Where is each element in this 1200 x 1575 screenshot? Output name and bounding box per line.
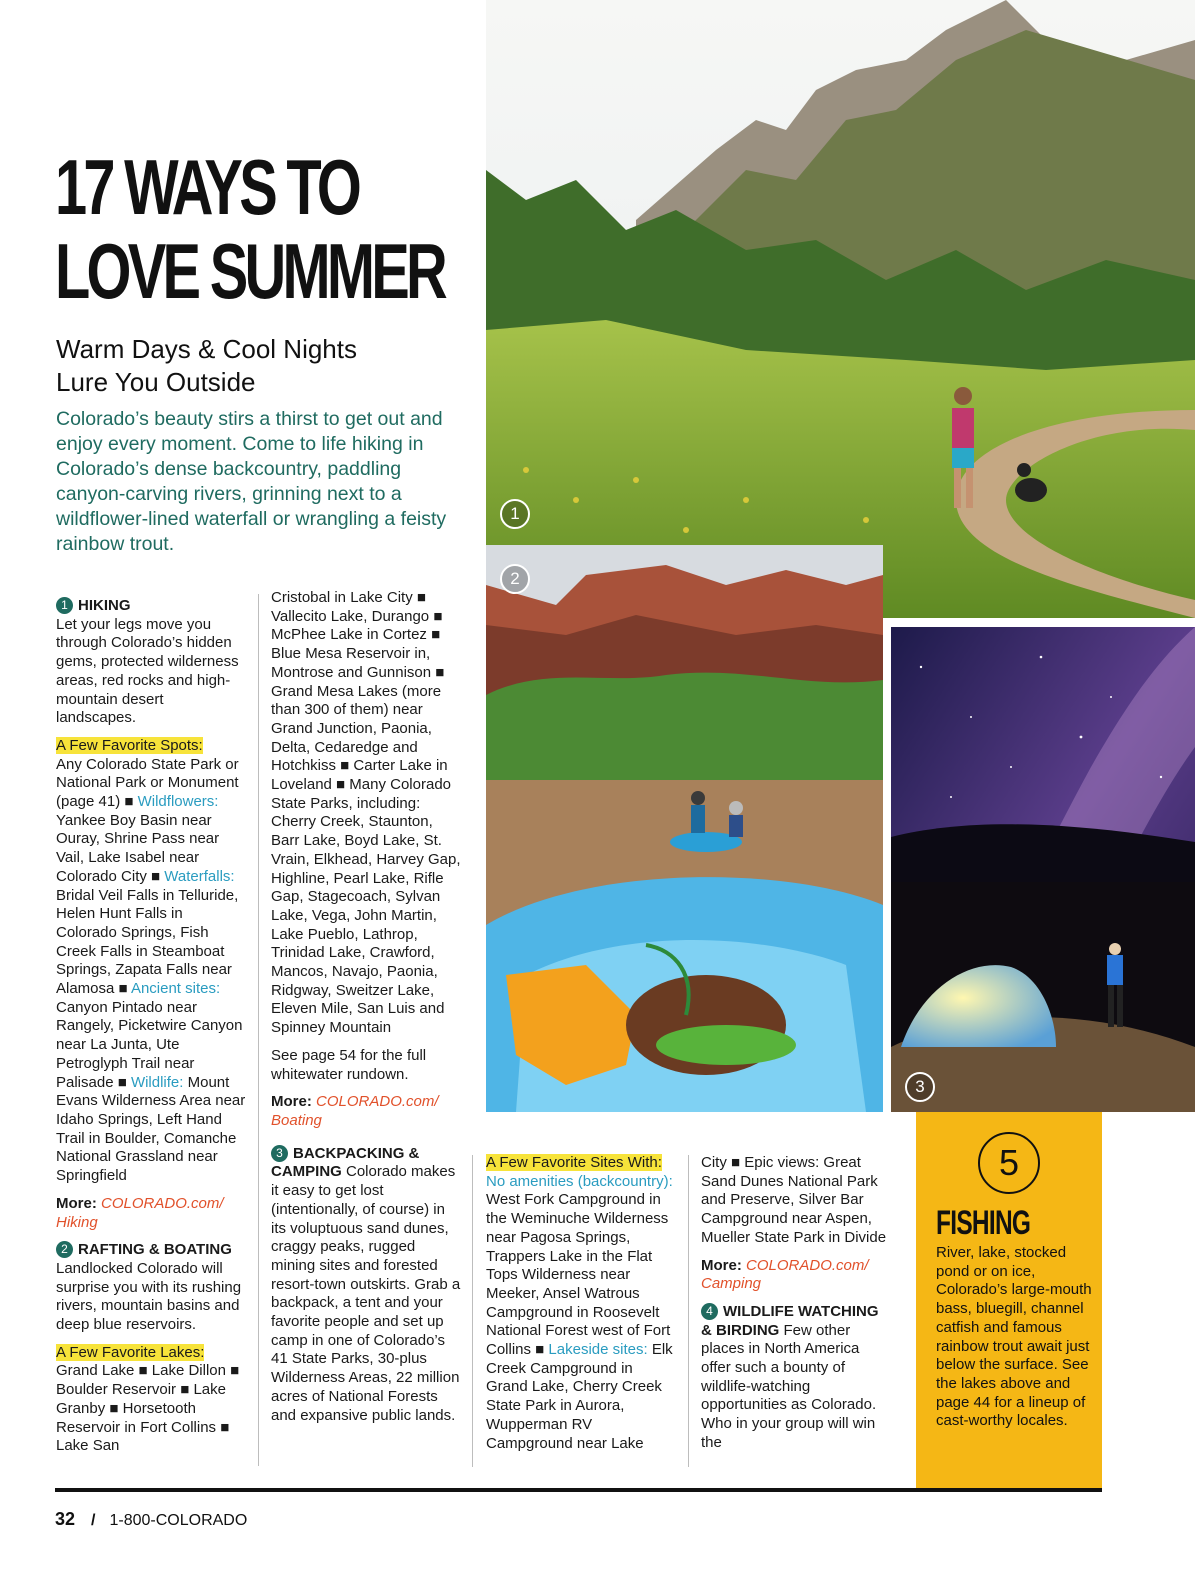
camping-sites: [486, 1154, 678, 1453]
whitewater-note: See page 54 for the full whitewater rundown.: [271, 1046, 427, 1083]
column-divider: [472, 1155, 473, 1467]
photo-badge-3: 3: [905, 1072, 935, 1102]
sites-label: A Few Favorite Sites With:: [486, 1154, 662, 1171]
wildlife-label: Wildlife:: [130, 1073, 184, 1091]
section-number-badge: 3: [271, 1145, 288, 1162]
photo-badge-2: 2: [500, 564, 530, 594]
footer-rule: [55, 1488, 1102, 1492]
rafting-photo: [486, 545, 883, 1112]
hiking-heading: HIKING: [78, 597, 131, 614]
camping-continued: City ■ Epic views: Great Sand Dunes National Park and Preserve, Silver Bar Campground near Aspen, Mueller State Park in Divide: [701, 1154, 887, 1246]
waterfalls-label: Waterfalls:: [164, 867, 235, 885]
subtitle-line-1: Warm Days & Cool Nights: [56, 334, 357, 364]
fishing-body: River, lake, stocked pond or on ice, Colorado’s large-mouth bass, bluegill, channel catfish and famous rainbow trout await just below the surface. See the lakes above and page 44 for a lineup of cast-worthy locales.: [936, 1244, 1092, 1430]
section-number-badge: 2: [56, 1241, 73, 1258]
lakeside-label: Lakeside sites:: [548, 1341, 648, 1359]
hiking-section: [56, 597, 246, 728]
wildlife-text: Mount Evans Wilderness Area near Idaho Springs, Left Hand Trail in Boulder, Comanche National Grassland near Springfield: [56, 1073, 246, 1185]
column-2: [271, 589, 461, 1434]
wildlife-heading: WILDLIFE WATCHING & BIRDING: [701, 1302, 879, 1339]
footer: [55, 1509, 247, 1530]
more-label: More:: [701, 1256, 742, 1274]
subtitle-line-2: Lure You Outside: [56, 367, 256, 397]
hiking-photo: [486, 0, 1195, 618]
wildflowers-text: Yankee Boy Basin near Ouray, Shrine Pass near Vail, Lake Isabel near Colorado City ■: [56, 811, 220, 885]
ancient-sites-label: Ancient sites:: [130, 980, 221, 998]
camping-body: Colorado makes it easy to get lost (intentionally, of course) in its voluptuous sand dunes, craggy peaks, rugged mining sites and forested resort-town outskirts. Grab a backpack, a tent and your favorite people and set up camp in one of Colorado’s 41 State Parks, 30-plus Wilderness Areas, 22 million acres of National Forests and expansive public lands.: [271, 1163, 461, 1424]
hiking-photo-art: [486, 0, 1195, 618]
subtitle: [56, 333, 456, 399]
rafting-heading: RAFTING & BOATING: [78, 1241, 232, 1259]
column-1: [56, 597, 246, 1465]
page-number: 32: [55, 1509, 76, 1529]
lakes-continued: Cristobal in Lake City ■ Vallecito Lake, Durango ■ McPhee Lake in Cortez ■ Blue Mesa Reservoir in, Montrose and Gunnison ■ Grand Mesa Lakes (more than 300 of them) near Grand Junction, Paonia, Delta, Cedaredge and Hotchkiss ■ Carter Lake in Loveland ■ Many Colorado State Parks, including: Cherry Creek, Staunton, Barr Lake, Boyd Lake, St. Vrain, Elkhead, Harvey Gap, Highline, Pearl Lake, Rifle Gap, Stagecoach, Sylvan Lake, Vega, John Martin, Lake Pueblo, Lathrop, Trinidad Lake, Crawford, Mancos, Navajo, Paonia, Ridgway, Sweitzer Lake, Eleven Mile, San Luis and Spinney Mountain: [271, 589, 461, 1037]
hiking-more-link[interactable]: COLORADO.com/ Hiking: [56, 1194, 224, 1231]
column-4: [701, 1154, 893, 1462]
hiking-spots-label: A Few Favorite Spots:: [56, 736, 203, 754]
camping-more: [701, 1257, 893, 1294]
section-number-badge: 1: [56, 597, 73, 614]
camping-more-link[interactable]: COLORADO.com/ Camping: [701, 1256, 869, 1293]
wildflowers-label: Wildflowers:: [137, 793, 219, 811]
rafting-more: [271, 1093, 461, 1130]
hiking-more: [56, 1195, 246, 1232]
lakeside-text: Elk Creek Campground in Grand Lake, Cherry Creek State Park in Aurora, Wupperman RV Campground near Lake: [486, 1341, 673, 1452]
night-camping-photo-art: [891, 627, 1195, 1112]
footer-slash: /: [91, 1512, 96, 1529]
no-amenities-text: West Fork Campground in the Weminuche Wilderness near Pagosa Springs, Trappers Lake in the Flat Tops Wilderness near Meeker, Ansel Watrous Campground in Roosevelt National Forest west of Fort Collins ■: [486, 1191, 671, 1359]
title-line-2: LOVE SUMMER: [55, 227, 445, 315]
rafting-more-link[interactable]: COLORADO.com/ Boating: [271, 1093, 439, 1129]
more-label: More:: [56, 1194, 97, 1212]
page-title: [55, 143, 445, 315]
intro-paragraph: Colorado’s beauty stirs a thirst to get out and enjoy every moment. Come to life hiking in Colorado’s dense backcountry, paddling canyon-carving rivers, grinning next to a wildflower-lined waterfall or wrangling a feisty rainbow trout.: [56, 408, 447, 555]
waterfalls-text: Bridal Veil Falls in Telluride, Helen Hunt Falls in Colorado Springs, Fish Creek Falls in Steamboat Springs, Zapata Falls near Alamosa ■: [56, 886, 239, 998]
camping-section: [271, 1145, 461, 1426]
camping-heading: BACKPACKING & CAMPING: [271, 1144, 420, 1181]
footer-phone: 1-800-COLORADO: [109, 1512, 248, 1529]
title-line-1: 17 WAYS TO: [55, 143, 359, 231]
rafting-section: [56, 1241, 246, 1335]
night-camping-photo: [891, 627, 1195, 1112]
section-number-badge: 4: [701, 1303, 718, 1320]
ancient-sites-text: Canyon Pintado near Rangely, Picketwire Canyon near La Junta, Ute Petroglyph Trail near Palisade ■: [56, 998, 243, 1091]
rafting-lakes: [56, 1344, 246, 1456]
hiking-body: Let your legs move you through Colorado’s hidden gems, protected wilderness areas, red rocks and high-mountain desert landscapes.: [56, 615, 239, 727]
fishing-number: 5: [978, 1132, 1040, 1194]
rafting-photo-art: [486, 545, 883, 1112]
no-amenities-label: No amenities (backcountry):: [486, 1172, 673, 1190]
fishing-heading: FISHING: [936, 1204, 1031, 1242]
lakes-label: A Few Favorite Lakes:: [56, 1343, 205, 1361]
wildlife-body: Few other places in North America offer such a bounty of wildlife-watching opportunities as Colorado. Who in your group will win the: [701, 1321, 877, 1451]
photo-badge-1: 1: [500, 499, 530, 529]
fishing-box: [916, 1112, 1102, 1490]
hiking-spots: [56, 737, 246, 1186]
lakes-text: Grand Lake ■ Lake Dillon ■ Boulder Reservoir ■ Lake Granby ■ Horsetooth Reservoir in Fort Collins ■ Lake San: [56, 1362, 240, 1455]
rafting-body: Landlocked Colorado will surprise you with its rushing rivers, mountain basins and deep blue reservoirs.: [56, 1259, 242, 1334]
column-divider: [258, 594, 259, 1466]
wildlife-section: [701, 1303, 893, 1453]
column-divider: [688, 1155, 689, 1467]
column-3: [486, 1154, 678, 1462]
more-label: More:: [271, 1093, 312, 1111]
hiking-spots-text: Any Colorado State Park or National Park or Monument (page 41) ■: [56, 755, 239, 811]
